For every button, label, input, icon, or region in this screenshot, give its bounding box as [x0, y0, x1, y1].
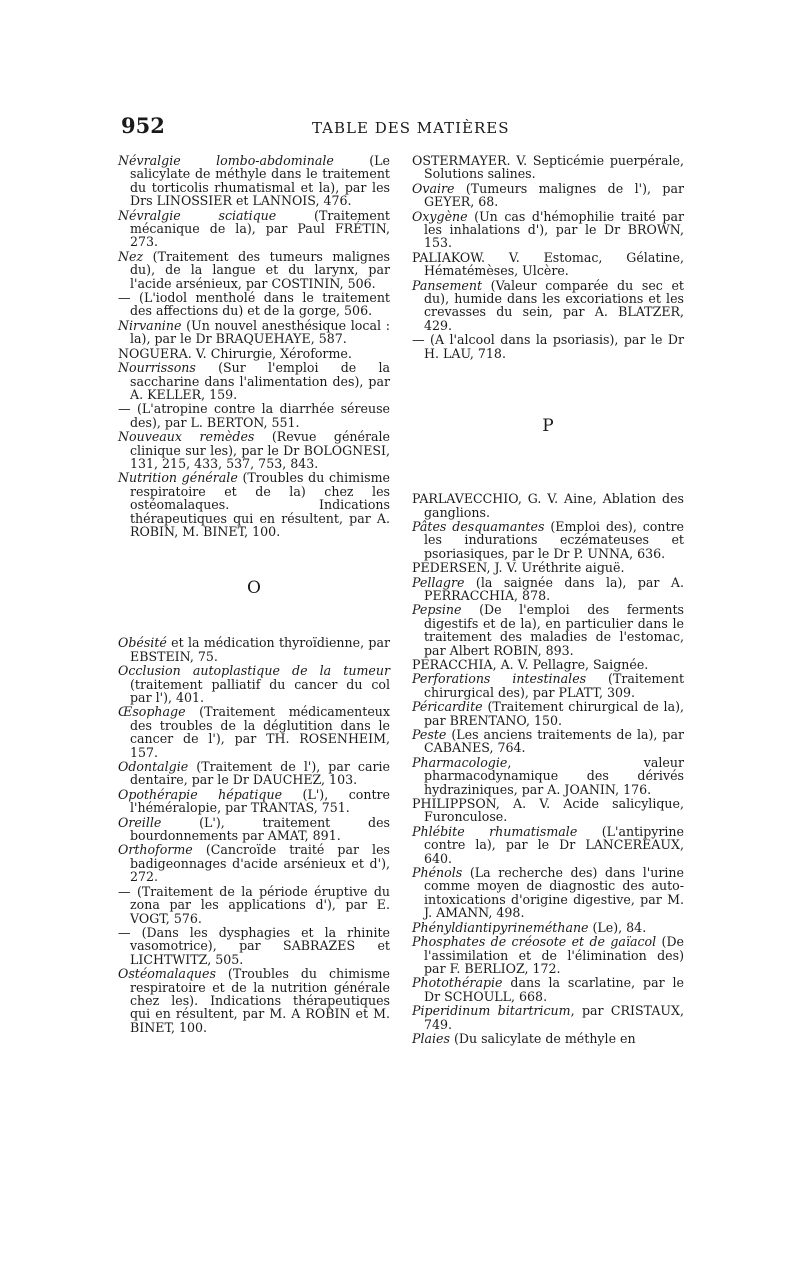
index-entry	[412, 182, 684, 209]
index-entry	[412, 728, 684, 755]
entry-text: PEDERSEN, J. V. Uréthrite aiguë.	[412, 560, 625, 576]
index-entry	[412, 154, 684, 181]
entry-term: Pâtes desquamantes	[412, 518, 545, 534]
index-entry	[412, 825, 684, 865]
entry-text: (Traitement chirurgical des), par PLATT, 309.	[424, 671, 684, 700]
entry-text: PERACCHIA, A. V. Pellagre, Saignée.	[412, 656, 649, 672]
entry-text: (Valeur comparée du sec et du), humide dans les excoriations et les crevasses du sein, par A. BLATZER, 429.	[424, 277, 684, 333]
index-entry	[118, 209, 390, 249]
index-entry	[412, 866, 684, 920]
entry-text: (La recherche des) dans l'urine comme moyen de diagnostic des auto-intoxications d'origine digestive, par M. J. AMANN, 498.	[424, 865, 684, 921]
entry-term: Phénols	[412, 865, 463, 881]
entry-term: Odontalgie	[118, 759, 189, 775]
entry-text: (Traitement médicamenteux des troubles de la déglutition dans le cancer de l'), par TH. ROSENHEIM, 157.	[130, 704, 390, 760]
page-number: 952	[121, 113, 165, 138]
index-entry	[118, 705, 390, 759]
index-entry	[118, 250, 390, 290]
right-column	[412, 154, 684, 1046]
index-entry	[412, 603, 684, 657]
entry-term: Ostéomalaques	[118, 966, 216, 982]
index-entry	[118, 361, 390, 401]
entries-group	[118, 636, 390, 1034]
entry-term: Obésité	[118, 635, 167, 651]
index-entry	[412, 1004, 684, 1031]
index-entry	[412, 576, 684, 603]
index-entry	[412, 672, 684, 699]
entry-term: Nutrition générale	[118, 470, 238, 486]
index-entry	[412, 658, 684, 671]
entry-term: Nourrissons	[118, 360, 196, 376]
entry-term: Oxygène	[412, 208, 468, 224]
running-head: TABLE DES MATIÈRES	[312, 119, 510, 137]
index-entry	[118, 154, 390, 208]
entry-text: (Cancroïde traité par les badigeonnages d'acide arsénieux et d'), 272.	[130, 842, 390, 885]
index-entry	[118, 402, 390, 429]
entry-text: NOGUERA. V. Chirurgie, Xéroforme.	[118, 345, 352, 361]
index-entry	[412, 976, 684, 1003]
index-entry	[412, 797, 684, 824]
index-entry	[412, 1032, 684, 1045]
index-entry	[118, 788, 390, 815]
entry-term: Peste	[412, 727, 447, 742]
entry-text: (Le salicylate de méthyle dans le traitement du torticolis rhumatismal et la), par les Drs LINOSSIER et LANNOIS, 476.	[130, 153, 390, 209]
entry-term: Nouveaux remèdes	[118, 429, 255, 445]
index-entry	[118, 967, 390, 1034]
entry-text: (Troubles du chimisme respiratoire et de la nutrition générale chez les). Indications thérapeutiques qui en résultent, par M. A ROBIN et M. BINET, 100.	[130, 966, 390, 1035]
entry-text: (Troubles du chimisme respiratoire et de la) chez les ostéomalaques. Indications thérapeutiques qui en résultent, par A. ROBIN, M. BINET, 100.	[130, 470, 390, 539]
entry-text: (L'), contre l'héméralopie, par TRANTAS, 751.	[130, 786, 390, 816]
entry-text: — (L'atropine contre la diarrhée séreuse des), par L. BERTON, 551.	[118, 401, 390, 430]
entry-text: , valeur pharmacodynamique des dérivés hydraziniques, par A. JOANIN, 176.	[424, 754, 684, 797]
index-entry	[412, 251, 684, 278]
entry-text: PHILIPPSON, A. V. Acide salicylique, Furonculose.	[412, 796, 684, 825]
index-entry	[412, 935, 684, 975]
entry-text: — (Dans les dysphagies et la rhinite vasomotrice), par SABRAZES et LICHTWITZ, 505.	[118, 924, 390, 967]
entry-term: Névralgie sciatique	[118, 207, 277, 223]
entry-text: (Traitement de l'), par carie dentaire, par le Dr DAUCHEZ, 103.	[130, 759, 390, 788]
entry-term: Phényldiantipyrineméthane	[412, 919, 589, 935]
index-entry	[118, 319, 390, 346]
index-entry	[118, 291, 390, 318]
entry-text: — (A l'alcool dans la psoriasis), par le Dr H. LAU, 718.	[412, 332, 684, 361]
entry-text: (L'), traitement des bourdonnements par AMAT, 891.	[130, 814, 390, 844]
index-entry	[118, 347, 390, 360]
entry-term: Phlébite rhumatismale	[412, 823, 578, 839]
index-entry	[118, 664, 390, 704]
index-entry	[118, 636, 390, 663]
entry-term: Nez	[118, 248, 144, 264]
entry-text: (Du salicylate de méthyle en	[449, 1030, 636, 1046]
entry-text: (Tumeurs malignes de l'), par GEYER, 68.	[424, 180, 684, 210]
section-letter: O	[247, 578, 261, 599]
entry-text: (traitement palliatif du cancer du col par l'), 401.	[130, 676, 390, 705]
index-entry	[118, 843, 390, 883]
entry-text: (De l'assimilation et de l'élimination des) par F. BERLIOZ, 172.	[424, 934, 684, 976]
entry-text: (Revue générale clinique sur les), par le Dr BOLOGNESI, 131, 215, 433, 537, 753, 843.	[130, 429, 390, 471]
entry-text: — (L'iodol mentholé dans le traitement des affections du) et de la gorge, 506.	[118, 290, 390, 319]
entry-text: (Sur l'emploi de la saccharine dans l'alimentation des), par A. KELLER, 159.	[130, 360, 390, 402]
entry-term: Orthoforme	[118, 842, 193, 858]
entry-term: Pansement	[412, 277, 483, 293]
index-entry	[118, 471, 390, 538]
index-entry	[412, 279, 684, 333]
entry-text: et la médication thyroïdienne, par EBSTEIN, 75.	[130, 635, 390, 664]
entry-text: (Un cas d'hémophilie traité par les inhalations d'), par le Dr BROWN, 153.	[424, 208, 684, 251]
entry-text: PALIAKOW. V. Estomac, Gélatine, Hématémèses, Ulcère.	[412, 249, 684, 279]
index-entry	[118, 885, 390, 925]
index-entry	[412, 700, 684, 727]
entry-term: Plaies	[412, 1030, 450, 1046]
entries-group	[412, 492, 684, 1045]
index-entry	[412, 210, 684, 250]
entry-term: Piperidinum bitartricum	[412, 1003, 571, 1019]
index-entry	[412, 756, 684, 796]
entry-term: Péricardite	[412, 699, 483, 715]
entry-text: OSTERMAYER. V. Septicémie puerpérale, Solutions salines.	[412, 153, 684, 182]
entry-text: (la saignée dans la), par A. PERRACCHIA, 878.	[424, 574, 684, 603]
entry-text: (Traitement des tumeurs malignes du), de la langue et du larynx, par l'acide arsénieux, par COSTININ, 506.	[130, 248, 390, 291]
entry-text: (L'antipyrine contre la), par le Dr LANCEREAUX, 640.	[424, 823, 684, 866]
section-letter: P	[542, 416, 554, 437]
entry-text: (Traitement chirurgical de la), par BRENTANO, 150.	[424, 699, 684, 728]
entries-group	[118, 154, 390, 538]
entry-term: Opothérapie hépatique	[118, 786, 283, 802]
entry-term: Photothérapie	[412, 975, 503, 991]
index-entry	[118, 926, 390, 966]
left-column	[118, 154, 390, 1035]
index-entry	[412, 921, 684, 934]
index-entry	[118, 816, 390, 843]
index-entry	[412, 520, 684, 560]
entry-text: (Le), 84.	[588, 919, 647, 935]
entry-term: Occlusion autoplastique de la tumeur	[118, 663, 390, 679]
entry-term: Pepsine	[412, 602, 462, 618]
entry-term: Pellagre	[412, 574, 465, 590]
entry-text: (De l'emploi des ferments digestifs et de la), en particulier dans le traitement des maladies de l'estomac, par Albert ROBIN, 893.	[424, 602, 684, 658]
entry-text: (Emploi des), contre les indurations eczémateuses et psoriasiques, par le Dr P. UNNA, 636.	[424, 518, 685, 561]
entry-text: (Traitement mécanique de la), par Paul FRÉTIN, 273.	[130, 207, 390, 250]
entry-text: — (Traitement de la période éruptive du zona par les applications d'), par E. VOGT, 576.	[118, 883, 390, 926]
index-entry	[412, 333, 684, 360]
entry-text: dans la scarlatine, par le Dr SCHOULL, 668.	[424, 975, 684, 1004]
entry-text: PARLAVECCHIO, G. V. Aine, Ablation des ganglions.	[412, 491, 684, 520]
entry-term: Phosphates de créosote et de gaïacol	[412, 934, 657, 950]
entry-term: Pharmacologie	[412, 754, 508, 770]
entry-term: Névralgie lombo-abdominale	[118, 153, 334, 168]
index-entry	[118, 430, 390, 470]
index-entry	[118, 760, 390, 787]
entry-term: Oreille	[118, 814, 162, 830]
entry-text: , par CRISTAUX, 749.	[424, 1003, 684, 1032]
entry-text: (Les anciens traitements de la), par CABANES, 764.	[424, 727, 684, 756]
entry-term: Nirvanine	[118, 317, 182, 333]
entry-term: Perforations intestinales	[412, 671, 587, 687]
index-entry	[412, 561, 684, 574]
entries-group	[412, 154, 684, 360]
entry-text: (Un nouvel anesthésique local : la), par le Dr BRAQUEHAYE, 587.	[130, 317, 390, 347]
entry-term: Ovaire	[412, 180, 455, 196]
index-entry	[412, 492, 684, 519]
entry-term: Œsophage	[118, 704, 186, 720]
